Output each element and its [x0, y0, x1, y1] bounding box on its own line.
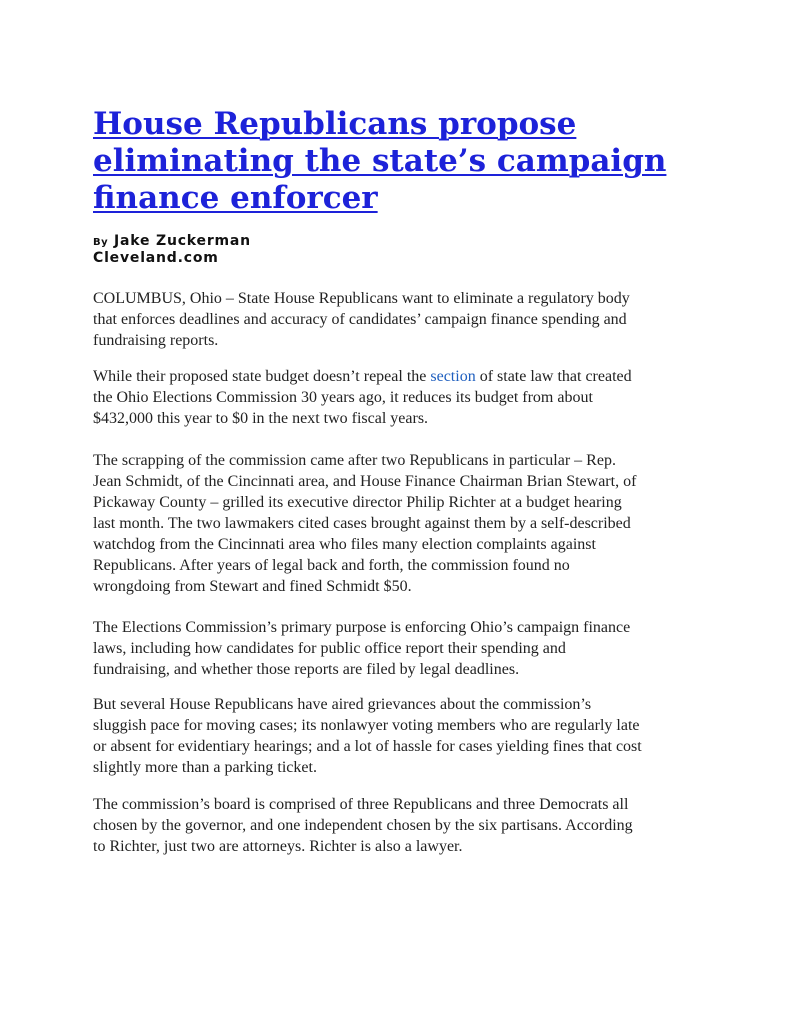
paragraph-4 [93, 617, 733, 680]
byline-prefix: By [93, 237, 109, 248]
outlet-name: Cleveland.com [93, 250, 219, 266]
paragraph-line: Republicans. After years of legal back and forth, the commission found no [93, 557, 570, 574]
paragraph-line: that enforces deadlines and accuracy of candidates’ campaign finance spending and [93, 311, 627, 328]
paragraph-3 [93, 450, 733, 597]
paragraph-text: of state law that created [475, 368, 632, 385]
byline [93, 230, 251, 268]
paragraph-line: fundraising, and whether those reports are filed by legal deadlines. [93, 661, 520, 678]
paragraph-line: or absent for evidentiary hearings; and a lot of hassle for cases yielding fines that cost [93, 738, 642, 755]
paragraph-2 [93, 366, 733, 429]
paragraph-line: watchdog from the Cincinnati area who files many election complaints against [93, 536, 596, 553]
paragraph-line: Pickaway County – grilled its executive director Philip Richter at a budget hearing [93, 494, 622, 511]
paragraph-line: Jean Schmidt, of the Cincinnati area, and House Finance Chairman Brian Stewart, of [93, 473, 637, 490]
paragraph-line: $432,000 this year to $0 in the next two fiscal years. [93, 410, 429, 427]
paragraph-line: slightly more than a parking ticket. [93, 759, 317, 776]
paragraph-line: chosen by the governor, and one independent chosen by the six partisans. According [93, 817, 633, 834]
paragraph-line: wrongdoing from Stewart and fined Schmidt $50. [93, 578, 412, 595]
paragraph-line: laws, including how candidates for public office report their spending and [93, 640, 566, 657]
paragraph-line: sluggish pace for moving cases; its nonlawyer voting members who are regularly late [93, 717, 640, 734]
paragraph-line: last month. The two lawmakers cited cases brought against them by a self-described [93, 515, 631, 532]
article-headline-link[interactable] [93, 106, 713, 217]
byline-author-row [93, 230, 251, 249]
headline-line[interactable]: finance enforcer [93, 180, 378, 216]
paragraph-line: to Richter, just two are attorneys. Richter is also a lawyer. [93, 838, 463, 855]
headline-line[interactable]: eliminating the state’s campaign [93, 143, 667, 179]
paragraph-text: While their proposed state budget doesn’t repeal the [93, 368, 431, 385]
headline-line[interactable]: House Republicans propose [93, 106, 577, 142]
paragraph-line: But several House Republicans have aired grievances about the commission’s [93, 696, 592, 713]
paragraph-5 [93, 694, 733, 778]
paragraph-line [93, 366, 733, 387]
author-name: Jake Zuckerman [114, 233, 251, 249]
paragraph-1 [93, 288, 733, 351]
section-link[interactable]: section [430, 368, 476, 385]
paragraph-line: The scrapping of the commission came after two Republicans in particular – Rep. [93, 452, 616, 469]
paragraph-6 [93, 794, 733, 857]
paragraph-line: fundraising reports. [93, 332, 219, 349]
paragraph-line: The Elections Commission’s primary purpose is enforcing Ohio’s campaign finance [93, 619, 631, 636]
paragraph-line: the Ohio Elections Commission 30 years ago, it reduces its budget from about [93, 389, 593, 406]
paragraph-line: The commission’s board is comprised of three Republicans and three Democrats all [93, 796, 629, 813]
paragraph-line: COLUMBUS, Ohio – State House Republicans want to eliminate a regulatory body [93, 290, 630, 307]
